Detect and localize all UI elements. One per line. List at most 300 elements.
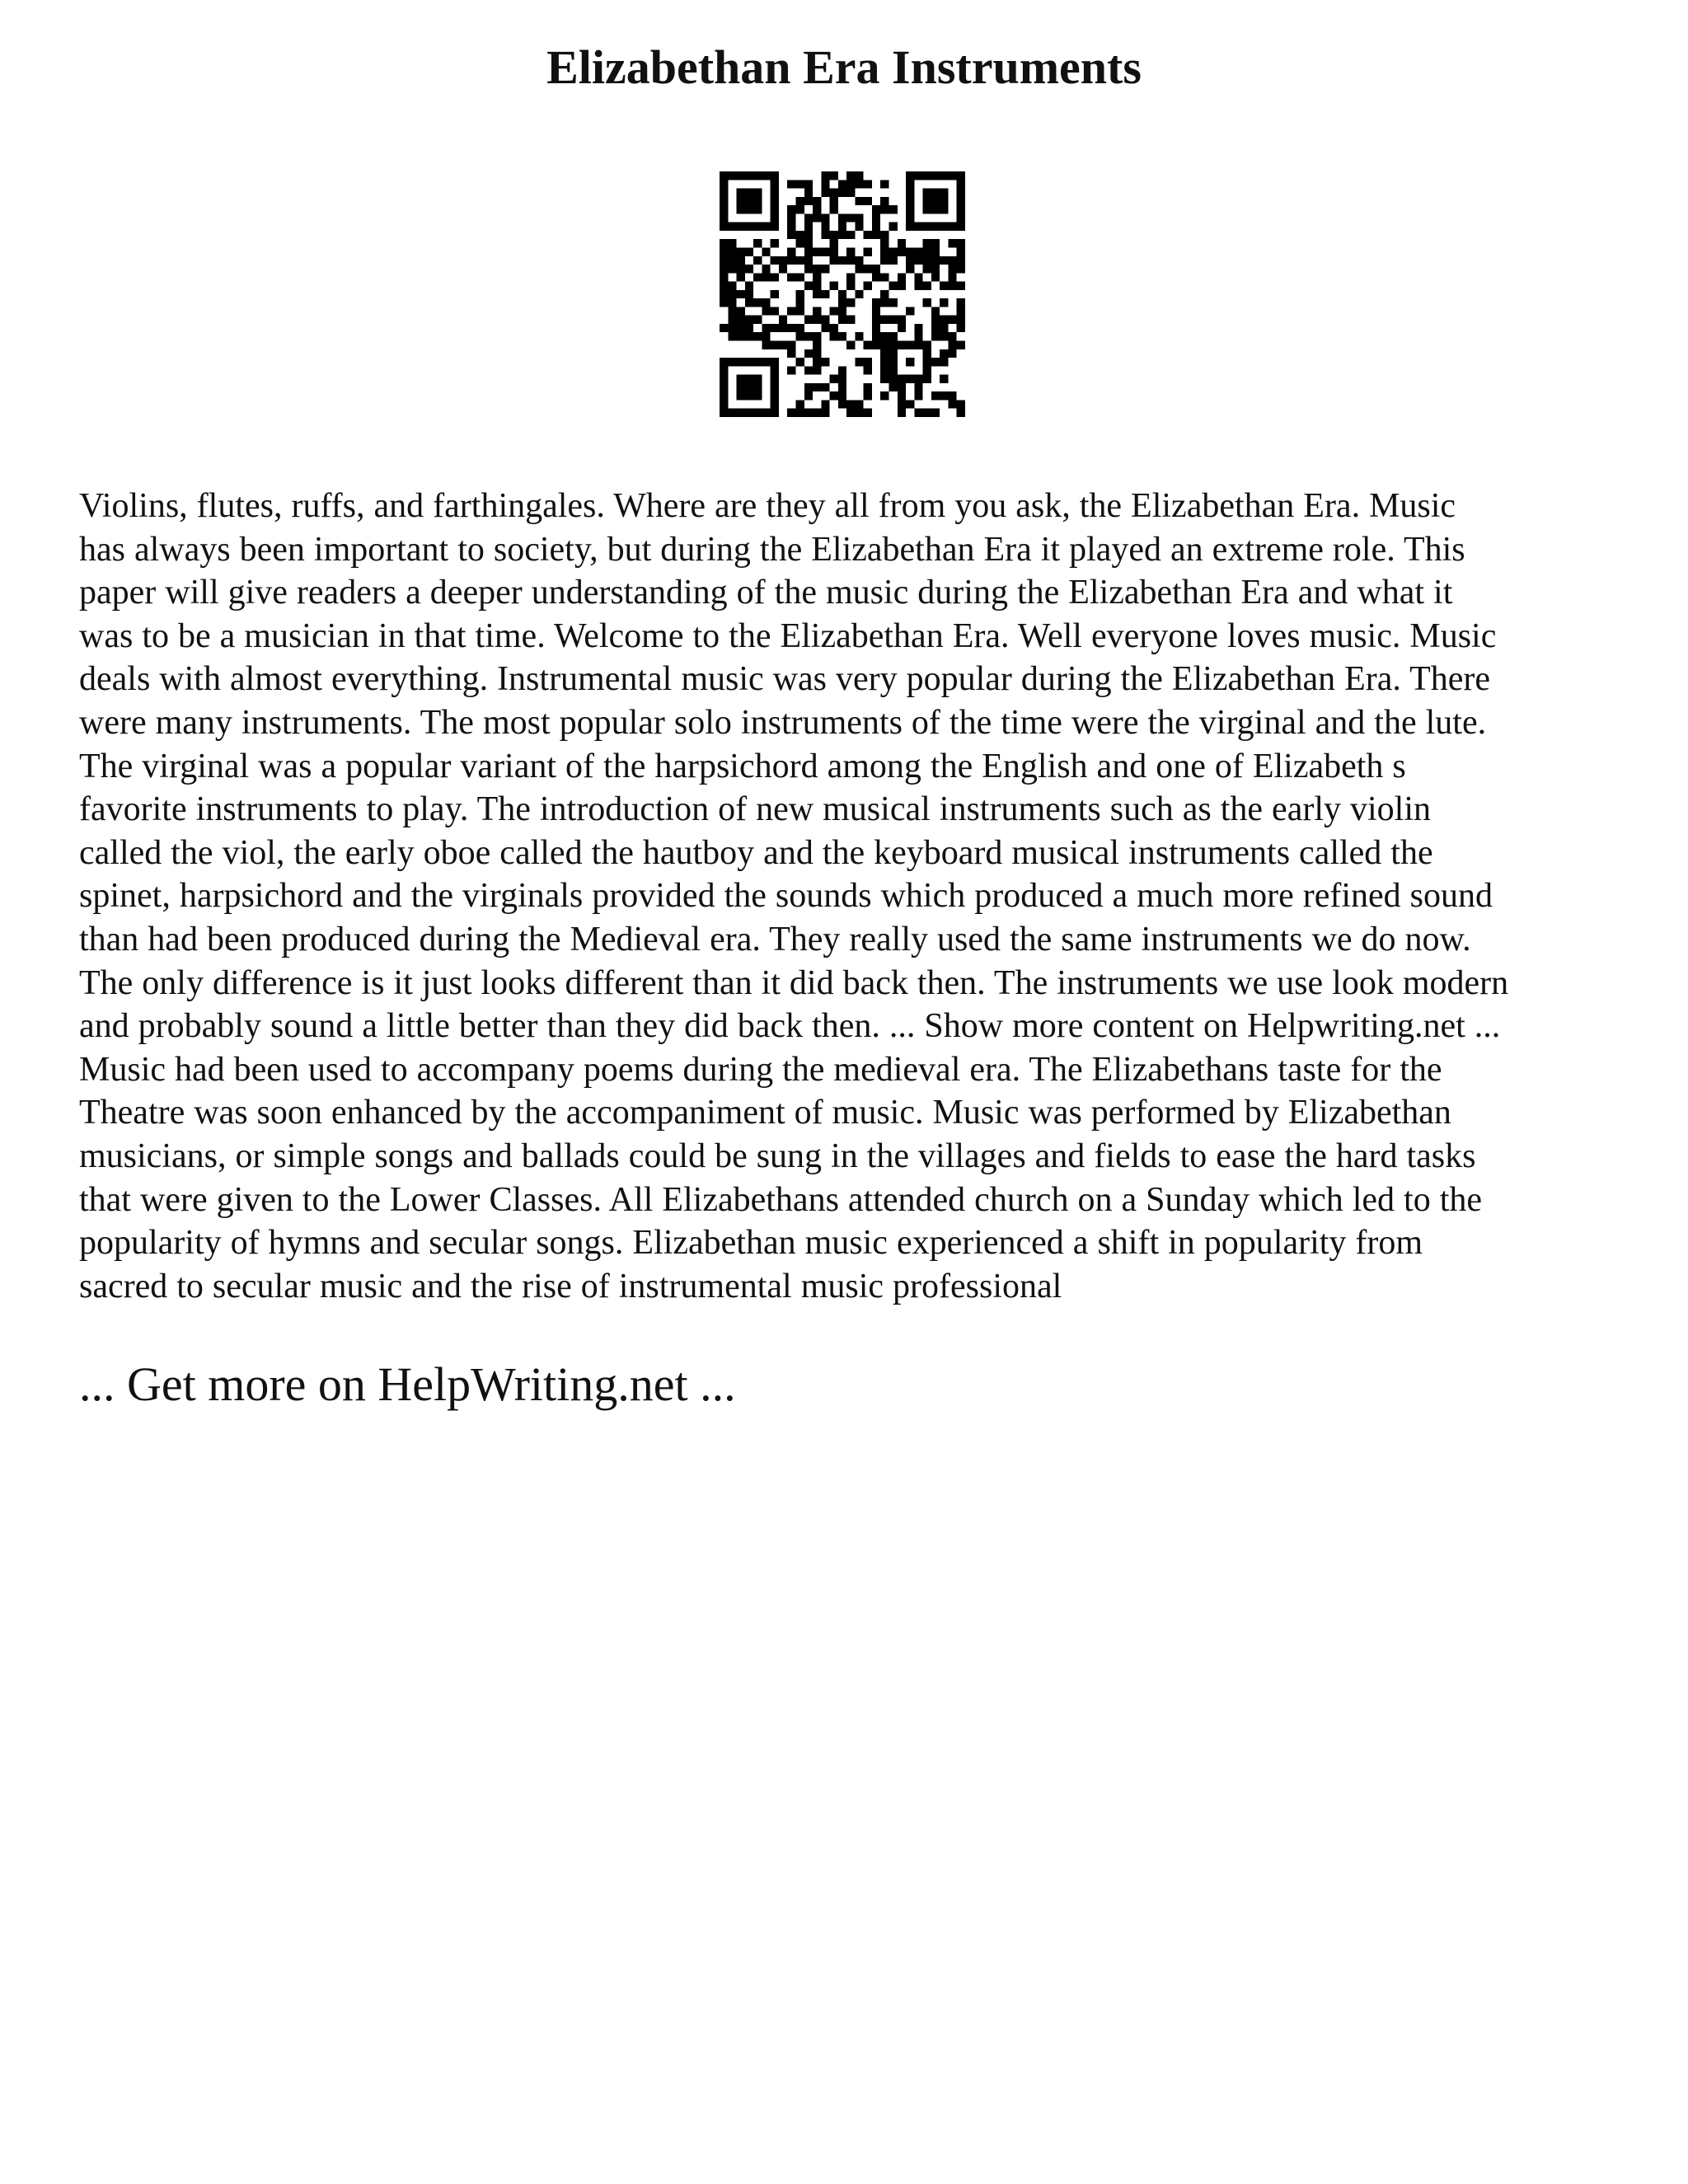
qr-module	[846, 341, 855, 349]
qr-module	[753, 256, 762, 265]
qr-module	[906, 256, 914, 265]
qr-module	[906, 307, 914, 315]
qr-module	[846, 189, 855, 197]
qr-module	[779, 316, 787, 324]
qr-module	[923, 197, 931, 205]
qr-module	[771, 223, 779, 231]
qr-module	[957, 247, 965, 255]
qr-module	[931, 239, 940, 247]
qr-module	[923, 298, 931, 307]
qr-module	[855, 197, 863, 205]
qr-module	[957, 213, 965, 222]
qr-module	[804, 239, 813, 247]
qr-module	[779, 341, 787, 349]
qr-module	[906, 189, 914, 197]
qr-module	[787, 273, 795, 281]
qr-module	[720, 383, 728, 391]
qr-module	[957, 197, 965, 205]
qr-module	[771, 213, 779, 222]
qr-module	[948, 349, 956, 358]
qr-module	[923, 282, 931, 290]
qr-module	[813, 213, 821, 222]
qr-module	[771, 205, 779, 213]
qr-module	[940, 223, 948, 231]
qr-module	[940, 171, 948, 180]
qr-module	[787, 180, 795, 188]
body-line: were many instruments. The most popular solo instruments of the time were the virginal and the lute.	[79, 703, 1487, 742]
body-line: favorite instruments to play. The introduction of new musical instruments such as the early violin	[79, 790, 1431, 829]
qr-module	[906, 171, 914, 180]
qr-module	[923, 247, 931, 255]
qr-module	[804, 265, 813, 273]
qr-module	[957, 307, 965, 315]
qr-module	[898, 273, 906, 281]
qr-module	[813, 409, 821, 417]
qr-module	[745, 358, 753, 366]
qr-module	[931, 409, 940, 417]
qr-module	[931, 324, 940, 332]
qr-module	[931, 358, 940, 366]
qr-module	[813, 349, 821, 358]
qr-module	[880, 375, 889, 383]
qr-module	[872, 223, 880, 231]
qr-module	[737, 273, 745, 281]
qr-module	[838, 223, 846, 231]
qr-code-icon[interactable]	[720, 171, 965, 417]
qr-module	[940, 349, 948, 358]
qr-module	[846, 282, 855, 290]
qr-module	[914, 324, 922, 332]
qr-module	[753, 316, 762, 324]
qr-module	[745, 290, 753, 298]
qr-module	[940, 256, 948, 265]
body-line: spinet, harpsichord and the virginals provided the sounds which produced a much more refined sound	[79, 877, 1493, 916]
qr-module	[931, 256, 940, 265]
qr-module	[957, 239, 965, 247]
qr-module	[728, 409, 736, 417]
qr-module	[795, 332, 804, 340]
qr-module	[880, 197, 889, 205]
qr-module	[898, 247, 906, 255]
qr-module	[898, 400, 906, 408]
qr-module	[771, 366, 779, 374]
qr-module	[898, 239, 906, 247]
qr-module	[948, 265, 956, 273]
qr-module	[889, 256, 898, 265]
qr-module	[737, 307, 745, 315]
qr-module	[813, 341, 821, 349]
qr-module	[889, 205, 898, 213]
get-more-link[interactable]: ... Get more on HelpWriting.net ...	[79, 1357, 736, 1411]
qr-module	[821, 189, 829, 197]
qr-module	[821, 324, 829, 332]
qr-module	[889, 247, 898, 255]
qr-module	[771, 171, 779, 180]
qr-module	[771, 358, 779, 366]
qr-module	[813, 273, 821, 281]
qr-module	[821, 358, 829, 366]
qr-module	[855, 265, 863, 273]
body-line: popularity of hymns and secular songs. Elizabethan music experienced a shift in popularity from	[79, 1224, 1423, 1263]
qr-module	[762, 341, 770, 349]
qr-module	[813, 265, 821, 273]
qr-module	[728, 265, 736, 273]
qr-module	[821, 213, 829, 222]
qr-module	[771, 256, 779, 265]
qr-module	[771, 400, 779, 408]
qr-module	[838, 400, 846, 408]
qr-module	[880, 316, 889, 324]
qr-module	[787, 349, 795, 358]
qr-module	[940, 316, 948, 324]
qr-module	[880, 256, 889, 265]
qr-module	[957, 256, 965, 265]
qr-module	[745, 189, 753, 197]
qr-module	[889, 223, 898, 231]
qr-module	[864, 341, 872, 349]
qr-module	[821, 383, 829, 391]
qr-module	[779, 324, 787, 332]
body-line: was to be a musician in that time. Welcome to the Elizabethan Era. Well everyone loves music. Music	[79, 616, 1497, 655]
qr-module	[795, 409, 804, 417]
qr-module	[855, 409, 863, 417]
qr-module	[830, 375, 838, 383]
qr-module	[898, 324, 906, 332]
qr-module	[753, 189, 762, 197]
qr-module	[771, 391, 779, 400]
qr-module	[931, 332, 940, 340]
qr-module	[838, 391, 846, 400]
body-paragraph	[79, 485, 1617, 1308]
qr-module	[813, 358, 821, 366]
qr-module	[838, 316, 846, 324]
qr-module	[830, 256, 838, 265]
qr-module	[889, 341, 898, 349]
qr-module	[720, 298, 728, 307]
qr-module	[745, 205, 753, 213]
qr-module	[931, 307, 940, 315]
qr-module	[821, 171, 829, 180]
qr-module	[737, 358, 745, 366]
qr-module	[830, 171, 838, 180]
qr-module	[940, 332, 948, 340]
qr-module	[728, 307, 736, 315]
qr-module	[864, 358, 872, 366]
qr-module	[745, 298, 753, 307]
qr-module	[872, 213, 880, 222]
qr-module	[957, 400, 965, 408]
qr-module	[737, 391, 745, 400]
qr-module	[771, 180, 779, 188]
qr-module	[771, 324, 779, 332]
qr-module	[737, 171, 745, 180]
qr-module	[838, 189, 846, 197]
qr-module	[855, 223, 863, 231]
qr-module	[753, 273, 762, 281]
qr-module	[846, 400, 855, 408]
qr-module	[872, 341, 880, 349]
qr-module	[838, 290, 846, 298]
qr-module	[923, 239, 931, 247]
qr-module	[753, 358, 762, 366]
qr-module	[804, 391, 813, 400]
qr-module	[914, 375, 922, 383]
qr-module	[948, 391, 956, 400]
qr-module	[804, 180, 813, 188]
qr-module	[957, 324, 965, 332]
qr-module	[771, 307, 779, 315]
qr-module	[728, 256, 736, 265]
qr-module	[846, 298, 855, 307]
qr-module	[762, 247, 770, 255]
qr-module	[745, 316, 753, 324]
qr-module	[804, 197, 813, 205]
qr-module	[957, 282, 965, 290]
qr-module	[948, 400, 956, 408]
qr-module	[846, 409, 855, 417]
qr-module	[753, 375, 762, 383]
qr-module	[948, 282, 956, 290]
qr-module	[830, 282, 838, 290]
qr-module	[838, 231, 846, 239]
qr-module	[830, 239, 838, 247]
qr-module	[720, 282, 728, 290]
qr-module	[762, 273, 770, 281]
qr-module	[720, 256, 728, 265]
body-line: deals with almost everything. Instrumental music was very popular during the Elizabethan Era. There	[79, 660, 1491, 699]
qr-module	[779, 265, 787, 273]
qr-module	[737, 290, 745, 298]
qr-module	[737, 375, 745, 383]
qr-module	[771, 273, 779, 281]
body-line: has always been important to society, but during the Elizabethan Era it played an extreme role. This	[79, 530, 1465, 569]
qr-module	[720, 290, 728, 298]
qr-module	[864, 366, 872, 374]
qr-module	[728, 239, 736, 247]
qr-module	[880, 341, 889, 349]
qr-module	[948, 171, 956, 180]
qr-module	[838, 375, 846, 383]
qr-module	[957, 180, 965, 188]
qr-module	[720, 400, 728, 408]
qr-module	[821, 400, 829, 408]
qr-module	[745, 332, 753, 340]
qr-module	[813, 316, 821, 324]
qr-module	[830, 197, 838, 205]
qr-module	[931, 247, 940, 255]
qr-module	[720, 223, 728, 231]
qr-module	[872, 332, 880, 340]
qr-module	[838, 383, 846, 391]
qr-module	[771, 197, 779, 205]
qr-module	[720, 205, 728, 213]
qr-module	[940, 298, 948, 307]
qr-module	[737, 265, 745, 273]
qr-module	[762, 298, 770, 307]
qr-module	[745, 409, 753, 417]
qr-module	[914, 282, 922, 290]
qr-module	[864, 265, 872, 273]
qr-module	[880, 180, 889, 188]
qr-module	[830, 189, 838, 197]
qr-module	[720, 324, 728, 332]
qr-module	[940, 197, 948, 205]
qr-module	[804, 316, 813, 324]
qr-module	[864, 247, 872, 255]
qr-module	[728, 332, 736, 340]
qr-module	[821, 290, 829, 298]
qr-module	[787, 324, 795, 332]
qr-module	[745, 265, 753, 273]
qr-module	[846, 213, 855, 222]
qr-module	[940, 205, 948, 213]
qr-module	[737, 189, 745, 197]
qr-module	[880, 239, 889, 247]
qr-module	[940, 358, 948, 366]
qr-module	[880, 298, 889, 307]
qr-module	[728, 171, 736, 180]
qr-module	[753, 383, 762, 391]
qr-module	[813, 197, 821, 205]
qr-module	[821, 265, 829, 273]
qr-module	[906, 247, 914, 255]
qr-module	[720, 273, 728, 281]
qr-module	[923, 366, 931, 374]
qr-module	[846, 247, 855, 255]
qr-module	[771, 239, 779, 247]
qr-module	[914, 383, 922, 391]
qr-module	[872, 231, 880, 239]
qr-module	[906, 400, 914, 408]
qr-module	[838, 366, 846, 374]
qr-module	[914, 256, 922, 265]
qr-module	[795, 400, 804, 408]
qr-module	[821, 247, 829, 255]
qr-module	[737, 205, 745, 213]
qr-module	[880, 391, 889, 400]
qr-module	[872, 273, 880, 281]
qr-module	[745, 247, 753, 255]
qr-module	[821, 231, 829, 239]
qr-module	[906, 358, 914, 366]
qr-module	[720, 265, 728, 273]
qr-module	[948, 239, 956, 247]
qr-module	[830, 231, 838, 239]
qr-module	[813, 282, 821, 290]
qr-module	[728, 298, 736, 307]
body-line: Theatre was soon enhanced by the accompaniment of music. Music was performed by Elizabethan	[79, 1094, 1451, 1132]
qr-module	[795, 298, 804, 307]
qr-module	[889, 349, 898, 358]
qr-module	[779, 256, 787, 265]
qr-module	[880, 366, 889, 374]
qr-module	[762, 171, 770, 180]
qr-module	[864, 231, 872, 239]
qr-module	[889, 332, 898, 340]
qr-module	[753, 298, 762, 307]
qr-module	[957, 298, 965, 307]
qr-module	[923, 358, 931, 366]
qr-module	[898, 282, 906, 290]
qr-module	[753, 239, 762, 247]
qr-module	[872, 298, 880, 307]
qr-module	[771, 189, 779, 197]
qr-module	[762, 332, 770, 340]
qr-module	[931, 189, 940, 197]
qr-module	[880, 273, 889, 281]
qr-module	[787, 366, 795, 374]
qr-module	[737, 256, 745, 265]
qr-module	[753, 409, 762, 417]
qr-module	[771, 341, 779, 349]
qr-module	[745, 375, 753, 383]
qr-module	[864, 383, 872, 391]
qr-module	[720, 366, 728, 374]
qr-module	[923, 409, 931, 417]
qr-module	[830, 247, 838, 255]
qr-module	[771, 383, 779, 391]
qr-module	[906, 375, 914, 383]
qr-module	[914, 391, 922, 400]
qr-module	[872, 307, 880, 315]
qr-module	[838, 332, 846, 340]
qr-module	[923, 205, 931, 213]
body-line: than had been produced during the Medieval era. They really used the same instruments we do now.	[79, 920, 1471, 958]
qr-module	[813, 383, 821, 391]
qr-module	[855, 256, 863, 265]
qr-module	[923, 171, 931, 180]
qr-module	[880, 349, 889, 358]
qr-module	[948, 332, 956, 340]
qr-module	[720, 409, 728, 417]
qr-module	[898, 341, 906, 349]
qr-module	[737, 409, 745, 417]
qr-module	[838, 180, 846, 188]
qr-module	[931, 391, 940, 400]
qr-module	[864, 180, 872, 188]
qr-module	[804, 231, 813, 239]
qr-module	[804, 256, 813, 265]
qr-module	[728, 290, 736, 298]
qr-module	[906, 205, 914, 213]
qr-module	[821, 316, 829, 324]
qr-module	[872, 324, 880, 332]
qr-module	[728, 223, 736, 231]
qr-module	[720, 391, 728, 400]
body-line: Music had been used to accompany poems during the medieval era. The Elizabethans taste for the	[79, 1050, 1442, 1089]
qr-module	[923, 341, 931, 349]
qr-module	[914, 341, 922, 349]
qr-module	[745, 282, 753, 290]
body-line: that were given to the Lower Classes. All Elizabethans attended church on a Sunday which led to the	[79, 1180, 1483, 1219]
qr-module	[771, 409, 779, 417]
qr-module	[957, 341, 965, 349]
qr-module	[762, 265, 770, 273]
qr-module	[855, 290, 863, 298]
qr-module	[762, 324, 770, 332]
qr-module	[787, 341, 795, 349]
qr-module	[813, 332, 821, 340]
qr-module	[957, 189, 965, 197]
qr-module	[898, 375, 906, 383]
qr-module	[762, 409, 770, 417]
qr-module	[855, 171, 863, 180]
qr-module	[940, 391, 948, 400]
qr-module	[931, 273, 940, 281]
qr-module	[771, 290, 779, 298]
qr-module	[846, 171, 855, 180]
qr-module	[720, 180, 728, 188]
